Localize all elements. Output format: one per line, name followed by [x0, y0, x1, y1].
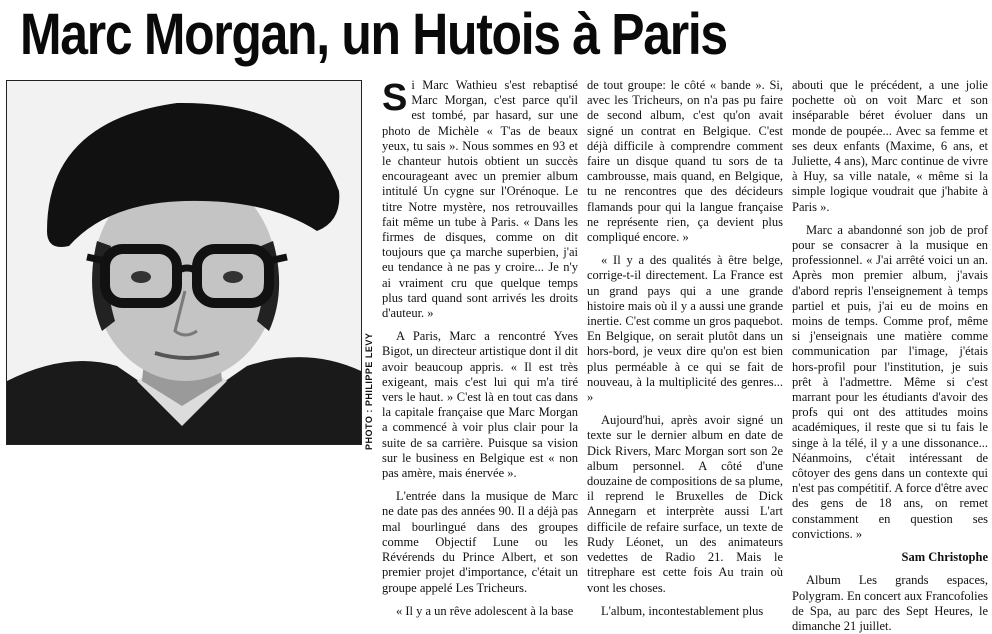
- paragraph: [382, 78, 578, 321]
- portrait-illustration: [7, 81, 361, 444]
- paragraph: « Il y a des qualités à être belge, corrige-t-il directement. La France est un grand pays qui a une grande histoire mais où il y a aussi une grande inertie. C'est comme un gros paquebot. En Belgique, on serait plutôt dans un hors-bord, je veux dire qu'on est bien plus perméable à ce qui se fait de nouveau, à la multiplicité des genres... »: [587, 253, 783, 405]
- paragraph: L'entrée dans la musique de Marc ne date pas des années 90. Il a déjà pas mal bourlingué dans des groupes comme Objectif Lune ou les Révérends du Prince Albert, et son premier projet d'importance, c'était un groupe appelé Les Tricheurs.: [382, 489, 578, 595]
- portrait-photo: [6, 80, 362, 445]
- paragraph: de tout groupe: le côté « bande ». Si, avec les Tricheurs, on n'a pas pu faire de second album, c'est qu'on avait signé un contrat en Belgique. C'est déjà difficile à comprendre comment faire un disque quand tu sors de ta cambrousse, mais quand, en Belgique, tu ne rencontres que des décideurs flamands pour qui la langue française ne représente rien, ça devient plus compliqué encore. »: [587, 78, 783, 245]
- article-headline: Marc Morgan, un Hutois à Paris: [20, 2, 727, 67]
- drop-cap: S: [382, 77, 408, 119]
- paragraph: A Paris, Marc a rencontré Yves Bigot, un directeur artistique dont il dit avoir beaucoup appris. « Il est très exigeant, mais c'est lui qui m'a tiré vers le haut. » C'est là en tout cas dans la capitale française que Marc Morgan a commencé à voir plus clair pour la suite de sa carrière. Puisque sa vision sur le business en Belgique est « non pas amère, mais énervée ».: [382, 329, 578, 481]
- paragraph: « Il y a un rêve adolescent à la base: [396, 603, 574, 618]
- article-column-2: [587, 78, 783, 618]
- paragraph: Aujourd'hui, après avoir signé un texte sur le dernier album en date de Dick Rivers, Marc Morgan sort son 2e album personnel. A côté d'une douzaine de compositions de sa plume, il reprend le Bruxelles de Dick Annegarn et interprète aussi L'art difficile de refaire surface, un texte de Rudy Léonet, un des animateurs vedettes de Radio 21. Mais le titrephare est cette fois Au train où vont les choses.: [587, 413, 783, 595]
- article-column-3: [792, 78, 988, 633]
- paragraph: L'album, incontestablement plus: [601, 603, 764, 618]
- album-info: Album Les grands espaces, Polygram. En concert aux Francofolies de Spa, au parc des Sept Heures, le dimanche 21 juillet.: [792, 573, 988, 633]
- article-column-1: [382, 77, 578, 618]
- paragraph: abouti que le précédent, a une jolie pochette où on voit Marc et son inséparable béret évoluer dans un monde de poupée... Avec sa femme et ses deux enfants (Maxime, 6 ans, et Juliette, 4 ans), Marc continue de vivre à Huy, sa ville natale, « même si la simple logique voudrait que j'habite à Paris ».: [792, 78, 988, 214]
- paragraph: Marc a abandonné son job de prof pour se consacrer à la musique en professionnel. « J'ai arrêté voici un an. Après mon premier album, j'avais d'abord repris l'enseignement à temps partiel et puis, j'ai eu de moins en moins de temps. Comme prof, même si j'enseignais une matière comme communication par l'image, j'étais hors-profil pour l'institution, je suis prêt à l'admettre. Même si c'est marrant pour les étudiants d'avoir des profs qui ont des attitudes moins académiques, il reste que si tu fais le singe à la télé, il y a une dissonance... Néanmoins, c'était intéressant de côtoyer des gens dans un contexte qui n'est pas compétitif. A force d'être avec des gens de 18 ans, on remet constamment en question ses convictions. »: [792, 222, 988, 541]
- author-signature: Sam Christophe: [901, 550, 988, 565]
- paragraph-text: i Marc Wathieu s'est rebaptisé Marc Morgan, c'est parce qu'il est tombé, par hasard, sur une photo de Michèle « T'as de beaux yeux, tu sais ». Nous sommes en 93 et le chanteur hutois obtient un succès encourageant avec un premier album intitulé Un cygne sur l'Orénoque. Le titre Notre mystère, nos retrouvailles fait même un tube à Paris. « Dans les firmes de disques, comme on dit toujours que ça marche superbien, j'ai eu tendance à ne pas y croire... Je n'y ai vraiment cru que quelque temps plus tard quand sont arrivés les droits d'auteur. »: [382, 78, 578, 321]
- photo-credit: PHOTO : PHILIPPE LEVY: [364, 332, 374, 450]
